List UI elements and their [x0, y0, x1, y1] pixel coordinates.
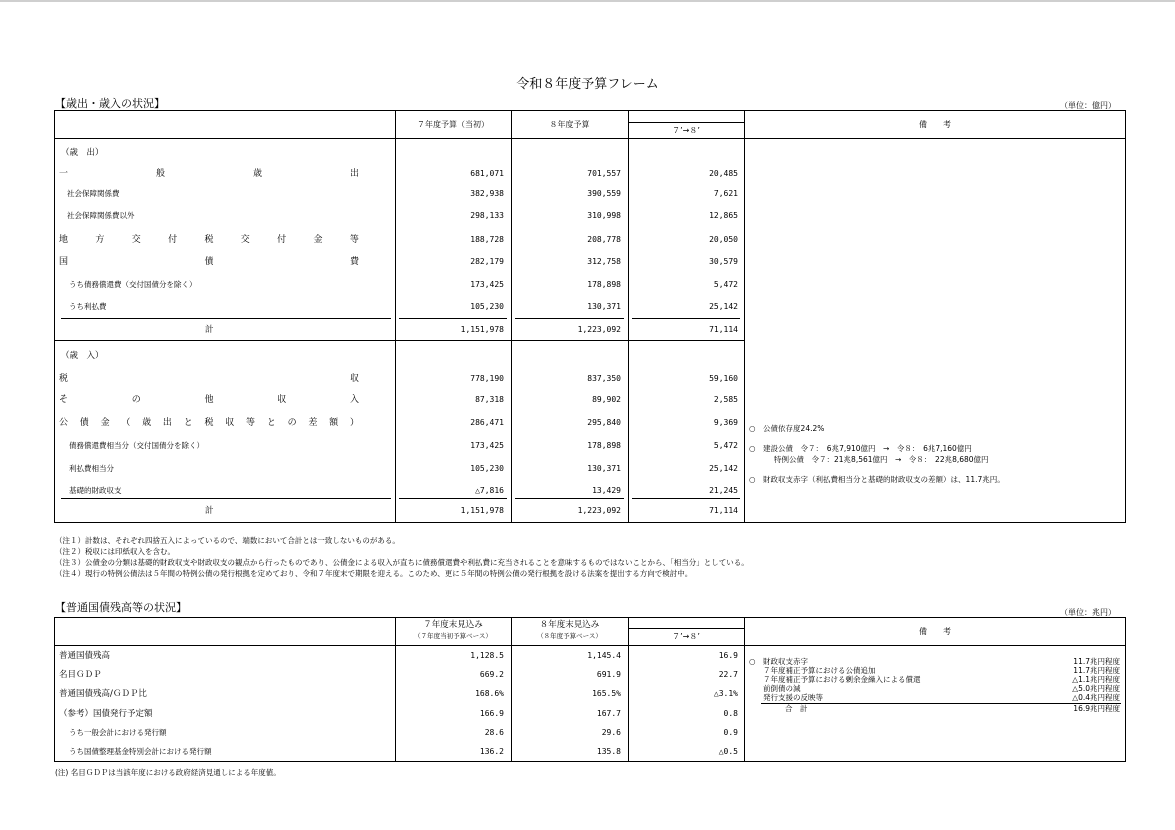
value-cell: 0.9 [723, 728, 738, 737]
row-line [515, 498, 624, 499]
value-cell: 691.9 [596, 670, 621, 679]
value-cell: 178,898 [587, 280, 621, 289]
row-label-general-expenditure: 一 般 歳 出 [59, 169, 359, 179]
value-cell: 1,151,978 [460, 325, 504, 334]
value-cell: 173,425 [470, 280, 504, 289]
value-cell: 168.6% [475, 689, 504, 698]
value-cell: 681,071 [470, 169, 504, 178]
row-label: 債務償還費相当分（交付国債分を除く） [69, 441, 204, 450]
top-border [0, 0, 1175, 2]
row-label: うち利払費 [69, 302, 107, 311]
value-cell: 2,585 [713, 395, 738, 404]
remark-value: 11.7兆円程度 [1073, 657, 1120, 666]
section2-unit: （単位：兆円） [1060, 608, 1116, 617]
header-subline [628, 628, 744, 629]
header-remarks: 備 考 [919, 627, 951, 636]
row-label: 社会保障関係費 [67, 189, 120, 198]
row-line [515, 318, 624, 319]
row-label: うち一般会計における発行額 [69, 728, 167, 737]
total-label: 計 [205, 325, 214, 335]
value-cell: 1,223,092 [577, 325, 621, 334]
col-divider [744, 111, 745, 522]
remark-label: 前倒債の減 [763, 684, 801, 693]
value-cell: 298,133 [470, 211, 504, 220]
value-cell: 29.6 [601, 728, 621, 737]
value-cell: 20,485 [709, 169, 738, 178]
remark-text: ○ 公債依存度24.2% [749, 424, 825, 433]
value-cell: 9,369 [713, 418, 738, 427]
remark-value: △1.1兆円程度 [1072, 675, 1120, 684]
header-remarks: 備 考 [919, 120, 951, 129]
remark-label: ７年度補正予算における剰余金繰入による償還 [763, 675, 921, 684]
value-cell: 165.5% [592, 689, 621, 698]
header-fy8: ８年度予算 [549, 120, 590, 129]
total-label: 計 [205, 506, 214, 516]
remark-label: 発行支援の反映等 [763, 693, 823, 702]
value-cell: 5,472 [713, 441, 738, 450]
header-subline [628, 122, 744, 123]
header-fy7: ７年度末見込み [423, 620, 483, 630]
value-cell: 1,223,092 [577, 506, 621, 515]
value-cell: 166.9 [479, 709, 504, 718]
row-label: 利払費相当分 [69, 464, 114, 473]
header-fy8: ８年度末見込み [539, 620, 600, 630]
remark-value: △5.0兆円程度 [1072, 684, 1120, 693]
remark-label: ○ 財政収支赤字 [749, 657, 809, 666]
value-cell: 173,425 [470, 441, 504, 450]
remark-label: ７年度補正予算における公債追加 [763, 666, 876, 675]
row-line [399, 318, 507, 319]
value-cell: 7,621 [713, 189, 738, 198]
value-cell: 382,938 [470, 189, 504, 198]
value-cell: 130,371 [587, 302, 621, 311]
value-cell: 1,128.5 [470, 651, 504, 660]
value-cell: 136.2 [479, 747, 504, 756]
value-cell: 778,190 [470, 374, 504, 383]
remark-text: ○ 建設公債 令７： 6兆7,910億円 → 令８： 6兆7,160億円 [749, 444, 972, 453]
remark-value: 11.7兆円程度 [1073, 666, 1120, 675]
value-cell: 390,559 [587, 189, 621, 198]
value-cell: 28.6 [484, 728, 504, 737]
row-line [61, 498, 391, 499]
row-label: うち債務償還費（交付国債分を除く） [69, 280, 197, 289]
value-cell: 1,151,978 [460, 506, 504, 515]
value-cell: △3.1% [713, 689, 738, 698]
section-divider [55, 340, 745, 341]
header-line [55, 138, 1126, 139]
value-cell: 167.7 [596, 709, 621, 718]
header-diff: ７’→８’ [672, 632, 700, 641]
row-label: うち国債整理基金特別会計における発行額 [69, 747, 212, 756]
value-cell: 71,114 [709, 506, 738, 515]
row-label: 社会保障関係費以外 [67, 211, 135, 220]
value-cell: 105,230 [470, 464, 504, 473]
value-cell: △0.5 [718, 747, 738, 756]
budget-table [54, 110, 1126, 523]
row-label: 基礎的財政収支 [69, 486, 122, 495]
value-cell: 1,145.4 [587, 651, 621, 660]
value-cell: 59,160 [709, 374, 738, 383]
row-label-tax: 税 収 [59, 374, 359, 384]
value-cell: 21,245 [709, 486, 738, 495]
header-diff: ７’→８’ [672, 126, 700, 135]
section2-heading: 【普通国債残高等の状況】 [55, 601, 187, 614]
value-cell: 105,230 [470, 302, 504, 311]
value-cell: 310,998 [587, 211, 621, 220]
revenue-heading: （歳 入） [61, 351, 104, 361]
row-label: 普通国債残高/ＧＤＰ比 [59, 689, 147, 699]
value-cell: 701,557 [587, 169, 621, 178]
value-cell: 30,579 [709, 257, 738, 266]
value-cell: 16.9 [718, 651, 738, 660]
value-cell: 89,902 [592, 395, 621, 404]
row-label-local-allocation: 地 方 交 付 税 交 付 金 等 [59, 235, 359, 245]
value-cell: 837,350 [587, 374, 621, 383]
value-cell: △7,816 [475, 486, 504, 495]
value-cell: 13,429 [592, 486, 621, 495]
value-cell: 282,179 [470, 257, 504, 266]
footnote: （注２）税収には印紙収入を含む。 [55, 547, 175, 556]
value-cell: 5,472 [713, 280, 738, 289]
remark-text: 特例公債 令７：21兆8,561億円 → 令８： 22兆8,680億円 [774, 455, 989, 464]
header-fy7-sub: （７年度当初予算ベース） [414, 632, 492, 640]
header-fy8-sub: （８年度予算ベース） [537, 632, 602, 640]
remark-text: ○ 財政収支赤字（利払費相当分と基礎的財政収支の差額）は、11.7兆円。 [749, 475, 1005, 484]
value-cell: 0.8 [723, 709, 738, 718]
row-label: 普通国債残高 [59, 651, 111, 661]
value-cell: 12,865 [709, 211, 738, 220]
value-cell: 188,728 [470, 235, 504, 244]
section1-unit: （単位：億円） [1060, 101, 1116, 110]
page-title: 令和８年度予算フレーム [516, 77, 659, 92]
value-cell: 669.2 [479, 670, 504, 679]
value-cell: 25,142 [709, 302, 738, 311]
debt-table [54, 617, 1126, 762]
value-cell: 22.7 [718, 670, 738, 679]
value-cell: 178,898 [587, 441, 621, 450]
footnote: （注１）計数は、それぞれ四捨五入によっているので、端数において合計とは一致しないものがある。 [55, 536, 400, 545]
row-label-bond-revenue: 公 債 金 （ 歳 出 と 税 収 等 と の 差 額 ） [59, 418, 359, 428]
remark-total-value: 16.9兆円程度 [1073, 704, 1120, 713]
col-divider [744, 618, 745, 761]
footnote: （注４）現行の特例公債法は５年間の特例公債の発行根拠を定めており、令和７年度末で期限を迎える。このため、更に５年間の特例公債の発行根拠を設ける法案を提出する方向で検討中。 [55, 569, 693, 578]
footnote: (注) 名目ＧＤＰは当該年度における政府経済見通しによる年度値。 [55, 768, 281, 777]
header-line [55, 645, 1126, 646]
value-cell: 135.8 [596, 747, 621, 756]
value-cell: 130,371 [587, 464, 621, 473]
value-cell: 25,142 [709, 464, 738, 473]
row-label-debt-service: 国 債 費 [59, 257, 359, 267]
section1-heading: 【歳出・歳入の状況】 [55, 97, 165, 110]
value-cell: 286,471 [470, 418, 504, 427]
header-fy7: ７年度予算（当初） [417, 120, 489, 129]
value-cell: 295,840 [587, 418, 621, 427]
value-cell: 208,778 [587, 235, 621, 244]
row-label-other-revenue: そ の 他 収 入 [59, 395, 359, 405]
remark-total-label: 合 計 [785, 704, 808, 713]
remark-value: △0.4兆円程度 [1072, 693, 1120, 702]
value-cell: 87,318 [475, 395, 504, 404]
row-label: （参考）国債発行予定額 [59, 709, 153, 719]
value-cell: 312,758 [587, 257, 621, 266]
row-label: 名目ＧＤＰ [59, 670, 102, 680]
footnote: （注３）公債金の分類は基礎的財政収支や財政収支の観点から行ったものであり、公債金による収入が直ちに債務償還費や利払費に充当されることを意味するものではないことから、「相当分」としている。 [55, 558, 749, 567]
row-line [61, 318, 391, 319]
value-cell: 20,050 [709, 235, 738, 244]
row-line [399, 498, 507, 499]
expenditure-heading: （歳 出） [61, 148, 104, 158]
row-line [632, 498, 740, 499]
value-cell: 71,114 [709, 325, 738, 334]
row-line [632, 318, 740, 319]
